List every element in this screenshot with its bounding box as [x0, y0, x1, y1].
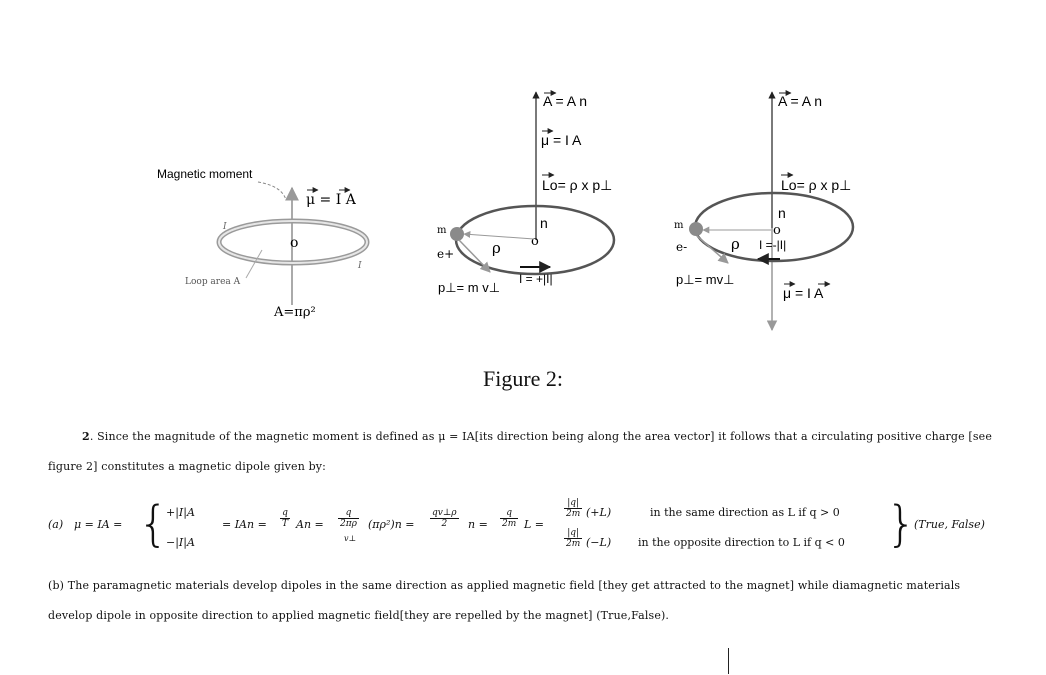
magnetic-moment-title: Magnetic moment — [157, 167, 253, 181]
panel-middle — [437, 92, 614, 295]
rho-label-middle: ρ — [492, 239, 501, 257]
eq-An: An = — [296, 518, 324, 531]
charge-particle-right — [689, 222, 703, 236]
equation-a — [48, 494, 1038, 558]
frac-den: 2m — [566, 539, 581, 549]
n-label-middle: n — [540, 215, 548, 231]
frac-den: 2πρ — [340, 519, 357, 529]
charge-particle-middle — [450, 227, 464, 241]
eq-true-false: (True, False) — [914, 518, 985, 531]
right-bottom: (−L) — [586, 536, 612, 549]
mass-label-right: m — [674, 220, 684, 231]
eq-L: L = — [524, 518, 545, 531]
frac-vperp: v⊥ — [344, 534, 357, 543]
current-label-right: I =-|I| — [759, 238, 787, 252]
right-top: (+L) — [586, 506, 612, 519]
current-label-middle: I = +|I| — [519, 272, 553, 286]
paragraph-number: 2 — [82, 430, 90, 443]
frac-num: q — [500, 508, 518, 519]
figure-caption: Figure 2: — [482, 366, 564, 391]
frac-den: T — [282, 519, 289, 529]
L-label-right: Lo= ρ x p⊥ — [781, 177, 852, 193]
frac-num: |q| — [564, 498, 582, 509]
frac-q-over-2m — [500, 508, 518, 529]
frac-num: q — [338, 508, 359, 519]
eq-lhs: μ = IA = — [74, 518, 123, 531]
frac-absq-over-2m-top — [564, 498, 582, 519]
frac-den: 2m — [502, 519, 517, 529]
velocity-vector-right — [697, 236, 728, 263]
loop-area-label: Loop area A — [185, 277, 241, 287]
charge-label-right: e- — [676, 240, 688, 254]
current-mark-top: I — [223, 222, 227, 232]
paragraph-2 — [48, 422, 1008, 482]
charge-label-middle: e+ — [437, 247, 455, 261]
A-label-right: A = A n — [778, 93, 822, 109]
frac-absq-over-2m-bottom — [564, 528, 582, 549]
paragraph-2-body: . Since the magnitude of the magnetic moment is defined as μ = IA[its direction being along the area vector] it follows that a circulating positive charge [see figure 2] constitutes a magnetic dipole given by: — [48, 430, 992, 473]
mu-label-middle: μ = I A — [541, 132, 582, 148]
origin-label-left: o — [290, 235, 299, 251]
mu-label-left: μ = I A — [306, 192, 356, 208]
cond-top: in the same direction as L if q > 0 — [650, 506, 840, 519]
mu-label-right: μ = I A — [783, 285, 824, 301]
current-mark-bottom: I — [358, 261, 362, 271]
A-label-middle: A = A n — [543, 93, 587, 109]
frac-num: qv⊥ρ — [432, 508, 457, 518]
text-cursor — [728, 648, 729, 674]
origin-label-right: o — [773, 223, 781, 238]
L-label-middle: Lo= ρ x p⊥ — [542, 177, 613, 193]
case-top: +|I|A — [166, 506, 195, 519]
paragraph-b: (b) The paramagnetic materials develop dipoles in the same direction as applied magnetic field [they get attracted to the magnet] while diamagnetic materials develop dipole in opposite direction to applied magnetic field[they are repelled by the magnet] (True,False). — [48, 579, 961, 622]
panel-right — [674, 92, 853, 330]
frac-q-over-T — [280, 508, 290, 529]
cond-bottom: in the opposite direction to L if q < 0 — [638, 536, 845, 549]
eq-label: (a) — [48, 518, 64, 531]
rho-label-right: ρ — [731, 235, 740, 253]
right-brace: } — [886, 496, 917, 552]
n-label-right: n — [778, 205, 786, 221]
mass-label-middle: m — [437, 225, 447, 236]
area-formula: A=πρ² — [274, 305, 316, 320]
momentum-label-middle: p⊥= m v⊥ — [438, 280, 501, 295]
momentum-label-right: p⊥= mv⊥ — [676, 272, 735, 287]
left-brace: { — [138, 496, 169, 552]
eq-pirho: (πρ²)n = — [368, 518, 415, 531]
case-bottom: −|I|A — [166, 536, 195, 549]
frac-q-over-2pirho — [338, 508, 359, 529]
eq-chain-1: = IAn = — [222, 518, 267, 531]
frac-qvrho-over-2 — [430, 508, 459, 529]
frac-den: 2 — [441, 519, 448, 529]
loop-area-pointer — [246, 250, 262, 278]
panel-left — [157, 167, 367, 320]
moment-pointer-arrow — [258, 182, 286, 200]
origin-label-middle: o — [531, 234, 539, 249]
frac-den: 2m — [566, 509, 581, 519]
frac-num: |q| — [564, 528, 582, 539]
frac-num: q — [280, 508, 290, 519]
eq-n: n = — [468, 518, 488, 531]
